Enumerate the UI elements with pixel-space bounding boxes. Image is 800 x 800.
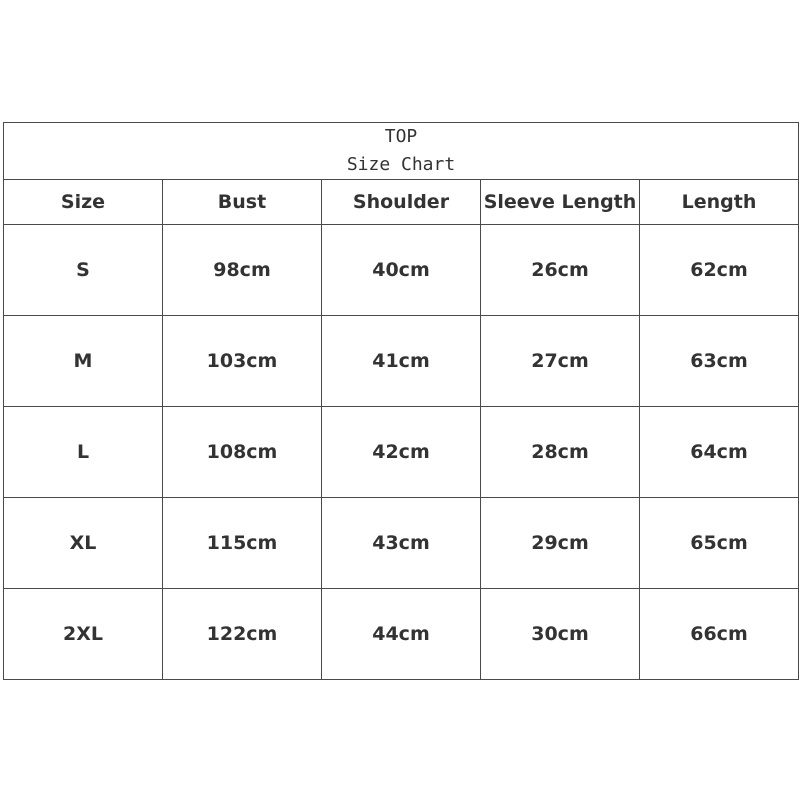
shoulder-cell: 43cm: [322, 498, 481, 589]
size-cell: XL: [4, 498, 163, 589]
title-row: [4, 123, 799, 180]
length-cell: 62cm: [640, 225, 799, 316]
length-cell: 63cm: [640, 316, 799, 407]
length-cell: 64cm: [640, 407, 799, 498]
bust-cell: 103cm: [163, 316, 322, 407]
table-title: TOP: [384, 126, 418, 147]
length-cell: 66cm: [640, 589, 799, 680]
shoulder-cell: 40cm: [322, 225, 481, 316]
size-cell: 2XL: [4, 589, 163, 680]
column-header-bust: Bust: [163, 180, 322, 225]
column-header-sleeve-length: Sleeve Length: [481, 180, 640, 225]
shoulder-cell: 41cm: [322, 316, 481, 407]
bust-cell: 108cm: [163, 407, 322, 498]
size-cell: S: [4, 225, 163, 316]
table-subtitle: Size Chart: [346, 154, 456, 175]
size-cell: M: [4, 316, 163, 407]
sleeve-length-cell: 27cm: [481, 316, 640, 407]
table-row-l: [4, 407, 799, 498]
bust-cell: 122cm: [163, 589, 322, 680]
table-row-s: [4, 225, 799, 316]
table-row-xl: [4, 498, 799, 589]
table-row-m: [4, 316, 799, 407]
bust-cell: 98cm: [163, 225, 322, 316]
column-header-size: Size: [4, 180, 163, 225]
header-row: [4, 180, 799, 225]
size-chart-table: [3, 122, 799, 680]
sleeve-length-cell: 26cm: [481, 225, 640, 316]
size-cell: L: [4, 407, 163, 498]
table-row-2xl: [4, 589, 799, 680]
sleeve-length-cell: 30cm: [481, 589, 640, 680]
shoulder-cell: 42cm: [322, 407, 481, 498]
bust-cell: 115cm: [163, 498, 322, 589]
length-cell: 65cm: [640, 498, 799, 589]
table-title-cell: [4, 123, 799, 180]
sleeve-length-cell: 29cm: [481, 498, 640, 589]
column-header-length: Length: [640, 180, 799, 225]
column-header-shoulder: Shoulder: [322, 180, 481, 225]
shoulder-cell: 44cm: [322, 589, 481, 680]
sleeve-length-cell: 28cm: [481, 407, 640, 498]
